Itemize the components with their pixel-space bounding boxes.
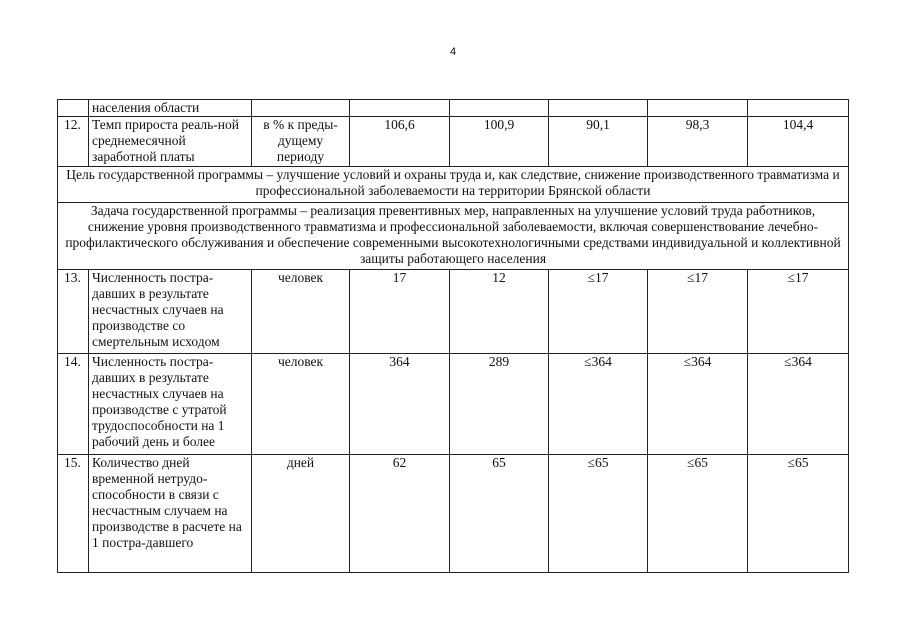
value-cell: 106,6 <box>350 117 450 167</box>
value-cell: ≤364 <box>648 354 748 455</box>
value-cell: ≤65 <box>648 455 748 573</box>
row-number-cell: 13. <box>58 270 89 354</box>
row-number-cell <box>58 100 89 117</box>
table-row <box>58 354 849 455</box>
value-cell: 104,4 <box>748 117 849 167</box>
value-cell: ≤17 <box>648 270 748 354</box>
indicator-cell: Численность постра-давших в результате несчастных случаев на производстве с утратой трудоспособности на 1 рабочий день и более <box>89 354 252 455</box>
table-row <box>58 455 849 573</box>
value-cell: 364 <box>350 354 450 455</box>
table-row <box>58 100 849 117</box>
value-cell: ≤364 <box>748 354 849 455</box>
value-cell: 98,3 <box>648 117 748 167</box>
unit-cell: дней <box>252 455 350 573</box>
unit-cell: человек <box>252 354 350 455</box>
table-row <box>58 270 849 354</box>
value-cell <box>450 100 549 117</box>
goal-row <box>58 167 849 203</box>
value-cell: 65 <box>450 455 549 573</box>
unit-cell: в % к преды-дущему периоду <box>252 117 350 167</box>
row-number-cell: 15. <box>58 455 89 573</box>
unit-cell: человек <box>252 270 350 354</box>
value-cell: ≤17 <box>748 270 849 354</box>
indicator-cell: Темп прироста реаль-ной среднемесячной заработной платы <box>89 117 252 167</box>
value-cell: 17 <box>350 270 450 354</box>
unit-cell <box>252 100 350 117</box>
value-cell <box>748 100 849 117</box>
indicators-table <box>57 99 849 573</box>
value-cell: ≤17 <box>549 270 648 354</box>
task-text: Задача государственной программы – реализация превентивных мер, направленных на улучшение условий труда работников, снижение уровня производственного травматизма и профессиональной заболеваемости, включая совершенствование лечебно-профилактического обслуживания и обеспечение современными высокотехнологичными средствами индивидуальной и коллективной защиты работающего населения <box>58 203 849 270</box>
value-cell: 12 <box>450 270 549 354</box>
goal-text: Цель государственной программы – улучшение условий и охраны труда и, как следствие, снижение производственного травматизма и профессиональной заболеваемости на территории Брянской области <box>58 167 849 203</box>
row-number-cell: 12. <box>58 117 89 167</box>
indicator-cell: Количество дней временной нетрудо-способности в связи с несчастным случаем на производстве в расчете на 1 постра-давшего <box>89 455 252 573</box>
indicator-cell: населения области <box>89 100 252 117</box>
value-cell: ≤364 <box>549 354 648 455</box>
page-number: 4 <box>449 46 457 58</box>
table-row <box>58 117 849 167</box>
value-cell: 90,1 <box>549 117 648 167</box>
value-cell <box>549 100 648 117</box>
value-cell: ≤65 <box>748 455 849 573</box>
value-cell: 100,9 <box>450 117 549 167</box>
indicator-cell: Численность постра-давших в результате несчастных случаев на производстве со смертельным исходом <box>89 270 252 354</box>
value-cell <box>350 100 450 117</box>
value-cell: 62 <box>350 455 450 573</box>
value-cell: 289 <box>450 354 549 455</box>
value-cell <box>648 100 748 117</box>
row-number-cell: 14. <box>58 354 89 455</box>
task-row <box>58 203 849 270</box>
value-cell: ≤65 <box>549 455 648 573</box>
